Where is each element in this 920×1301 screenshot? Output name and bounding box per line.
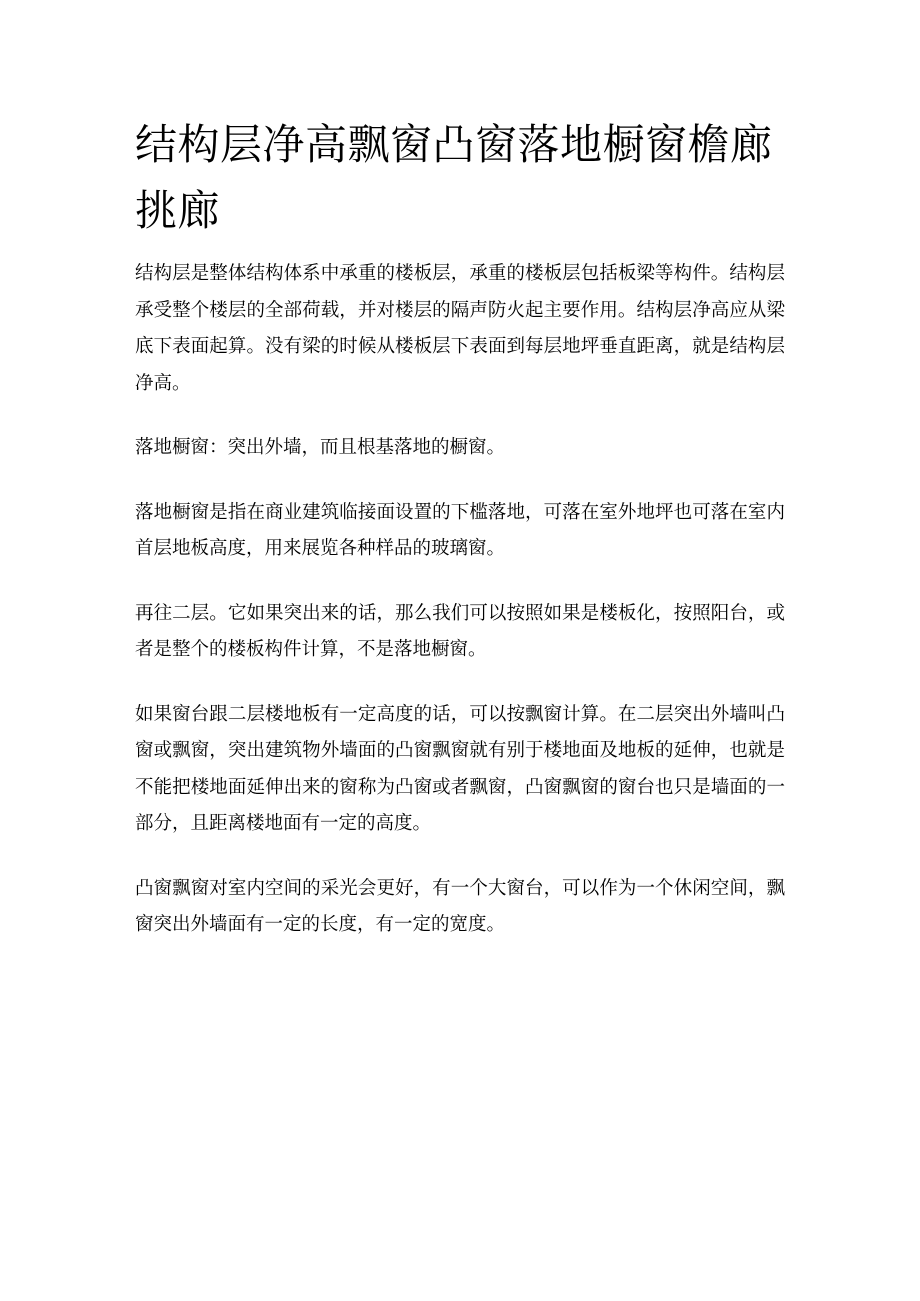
document-title: 结构层净高飘窗凸窗落地橱窗檐廊挑廊 [135, 120, 773, 235]
document-page [135, 112, 785, 972]
paragraph-floor-display-window-detail: 落地橱窗是指在商业建筑临接面设置的下槛落地，可落在室外地坪也可落在室内首层地板高度，用来展览各种样品的玻璃窗。 [135, 501, 785, 559]
paragraph-floor-display-window-definition: 落地橱窗：突出外墙，而且根基落地的橱窗。 [135, 437, 506, 458]
paragraph-second-floor: 再往二层。它如果突出来的话，那么我们可以按照如果是楼板化，按照阳台，或者是整个的楼板构件计算，不是落地橱窗。 [135, 602, 785, 660]
paragraph-bay-window-calculation: 如果窗台跟二层楼地板有一定高度的话，可以按飘窗计算。在二层突出外墙叫凸窗或飘窗，突出建筑物外墙面的凸窗飘窗就有别于楼地面及地板的延伸，也就是不能把楼地面延伸出来的窗称为凸窗或者飘窗，凸窗飘窗的窗台也只是墙面的一部分，且距离楼地面有一定的高度。 [135, 703, 785, 834]
document-body [135, 256, 785, 944]
paragraph-bay-window-benefits: 凸窗飘窗对室内空间的采光会更好，有一个大窗台，可以作为一个休闲空间，飘窗突出外墙面有一定的长度，有一定的宽度。 [135, 877, 785, 935]
paragraph-structural-layer: 结构层是整体结构体系中承重的楼板层，承重的楼板层包括板梁等构件。结构层承受整个楼层的全部荷载，并对楼层的隔声防火起主要作用。结构层净高应从梁底下表面起算。没有梁的时候从楼板层下表面到每层地坪垂直距离，就是结构层净高。 [135, 263, 785, 394]
